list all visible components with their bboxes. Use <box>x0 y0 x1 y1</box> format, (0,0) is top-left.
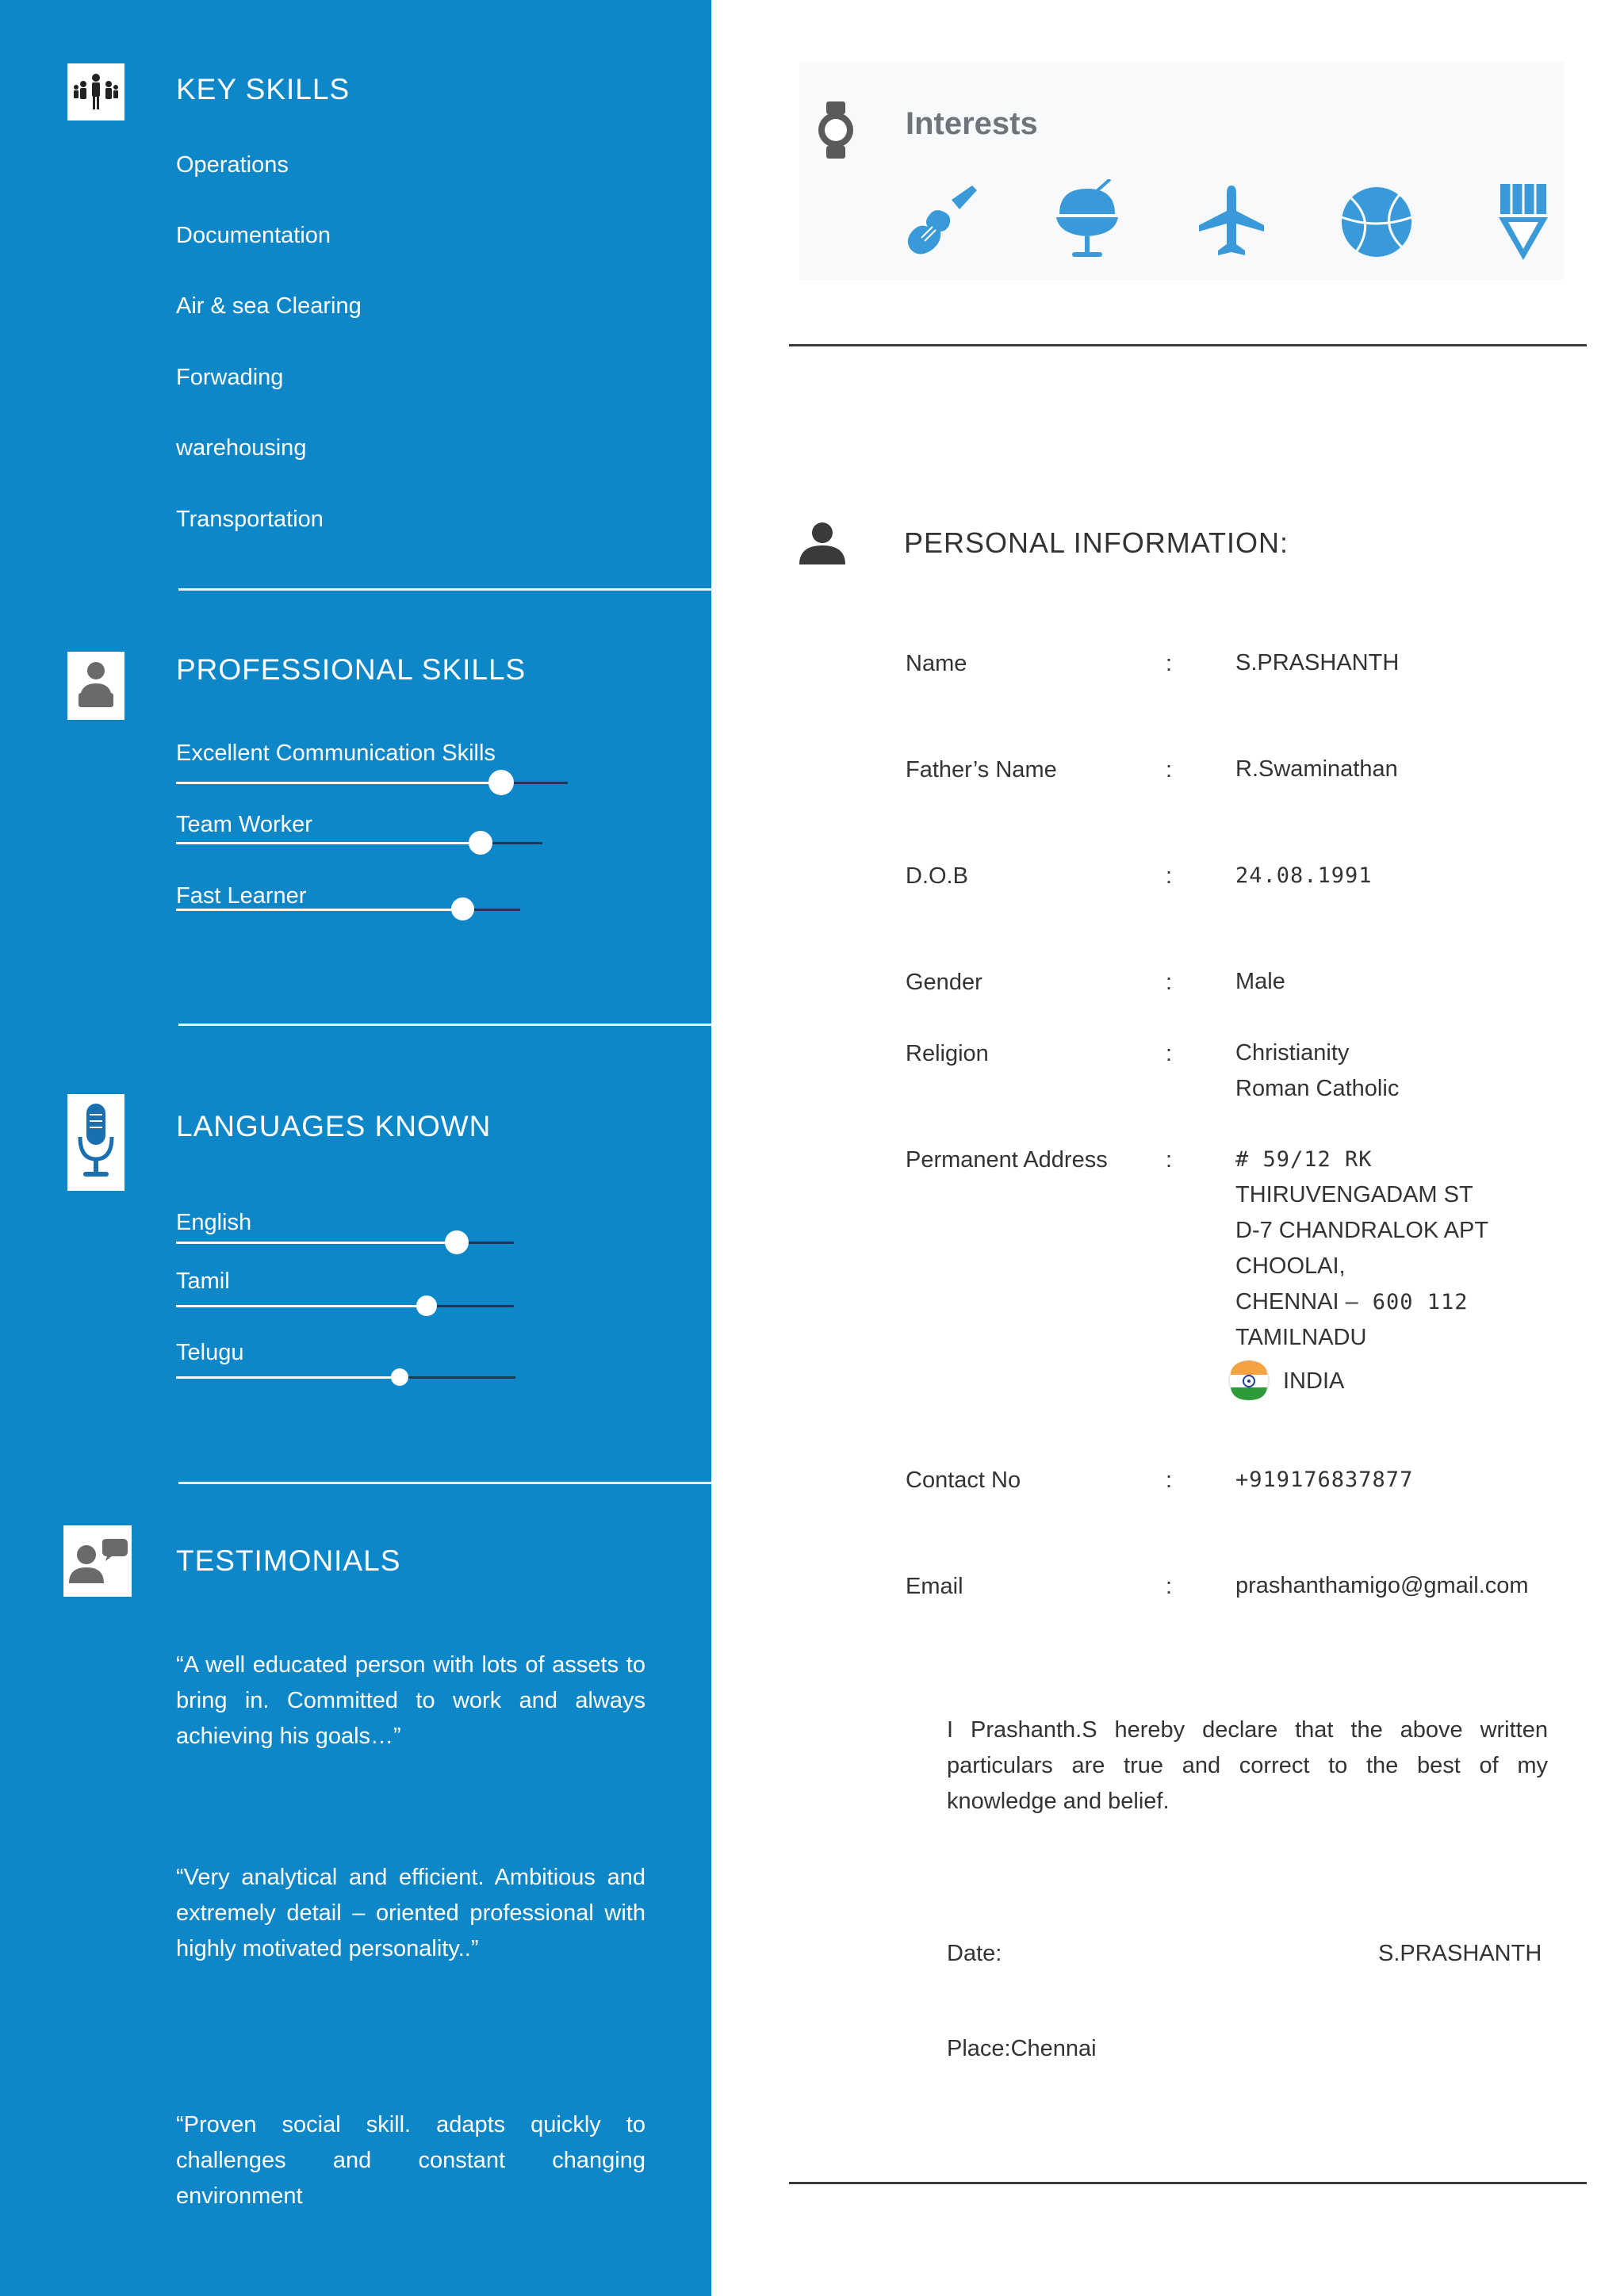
basketball-icon <box>1340 186 1413 262</box>
name-value: S.PRASHANTH <box>1235 650 1400 675</box>
gender-value: Male <box>1235 969 1285 994</box>
address-city: CHENNAI – <box>1235 1289 1358 1314</box>
skill-label: Team Worker <box>176 812 312 837</box>
testimonial-quote: “Proven social skill. adapts quickly to challenges and constant changing environment <box>176 2112 645 2209</box>
skill-slider-handle[interactable] <box>488 770 514 795</box>
section-divider <box>178 1482 711 1484</box>
testimonials-title: TESTIMONIALS <box>176 1544 401 1577</box>
declaration-text: I Prashanth.S hereby declare that the above written particulars are true and correct to the best of my knowledge and belief. <box>947 1717 1548 1814</box>
key-skill-item: Transportation <box>176 507 324 532</box>
skill-slider-handle[interactable] <box>451 897 474 920</box>
language-label: English <box>176 1210 252 1235</box>
skill-fill <box>176 782 501 784</box>
section-rule <box>789 344 1587 346</box>
guitar-icon <box>904 182 980 262</box>
person-laptop-icon <box>67 652 124 720</box>
airplane-icon <box>1197 184 1266 264</box>
address-label: Permanent Address <box>906 1147 1108 1173</box>
colon: : <box>1166 863 1173 889</box>
skill-fill <box>176 842 481 844</box>
name-label: Name <box>906 651 967 676</box>
pencil-icon <box>1496 182 1551 266</box>
address-line: CHOOLAI, <box>1235 1253 1346 1279</box>
skill-label: Fast Learner <box>176 883 307 909</box>
father-name-value: R.Swaminathan <box>1235 756 1398 782</box>
dob-value: 24.08.1991 <box>1235 863 1373 888</box>
speech-person-icon <box>63 1525 132 1597</box>
section-divider <box>178 1024 711 1026</box>
interests-title: Interests <box>906 106 1038 141</box>
section-rule <box>789 2182 1587 2184</box>
personal-info-title: PERSONAL INFORMATION: <box>904 526 1289 559</box>
place-label: Place:Chennai <box>947 2036 1097 2061</box>
address-line: TAMILNADU <box>1235 1325 1367 1350</box>
dob-label: D.O.B <box>906 863 968 889</box>
key-skill-item: warehousing <box>176 435 307 461</box>
key-skill-item: Documentation <box>176 223 331 248</box>
address-line: D-7 CHANDRALOK APT <box>1235 1218 1489 1243</box>
address-line: # 59/12 RK <box>1235 1147 1373 1172</box>
sidebar <box>0 0 711 2296</box>
testimonial-quote: “A well educated person with lots of assets to bring in. Committed to work and always achieving his goals…” <box>176 1652 645 1749</box>
skill-slider-handle[interactable] <box>469 831 492 855</box>
colon: : <box>1166 757 1173 783</box>
language-slider-handle[interactable] <box>391 1368 408 1386</box>
address-country: INDIA <box>1283 1368 1345 1394</box>
religion-value: Christianity <box>1235 1040 1350 1066</box>
language-label: Tamil <box>176 1269 230 1294</box>
signature-name: S.PRASHANTH <box>1378 1941 1542 1966</box>
date-label: Date: <box>947 1941 1002 1966</box>
colon: : <box>1166 1574 1173 1599</box>
address-pin: 600 112 <box>1372 1290 1469 1314</box>
testimonial-quote: “Very analytical and efficient. Ambitious and extremely detail – oriented professional with highly motivated personality..” <box>176 1865 645 1961</box>
ice-cream-icon <box>1051 179 1123 266</box>
language-slider-handle[interactable] <box>416 1295 437 1316</box>
email-value[interactable]: prashanthamigo@gmail.com <box>1235 1573 1529 1598</box>
key-skill-item: Forwading <box>176 365 284 390</box>
skill-fill <box>176 909 463 911</box>
colon: : <box>1166 1147 1173 1173</box>
person-icon <box>798 522 847 568</box>
colon: : <box>1166 1468 1173 1493</box>
father-name-label: Father’s Name <box>906 757 1057 783</box>
key-skills-title: KEY SKILLS <box>176 73 350 105</box>
colon: : <box>1166 970 1173 995</box>
key-skill-item: Air & sea Clearing <box>176 293 362 319</box>
address-line: THIRUVENGADAM ST <box>1235 1182 1473 1207</box>
language-fill <box>176 1242 456 1244</box>
watch-icon <box>817 101 855 163</box>
email-label: Email <box>906 1574 963 1599</box>
team-people-icon <box>67 63 124 121</box>
colon: : <box>1166 1041 1173 1066</box>
language-slider-handle[interactable] <box>445 1230 469 1254</box>
religion-label: Religion <box>906 1041 989 1066</box>
india-flag-icon <box>1228 1359 1270 1406</box>
colon: : <box>1166 651 1173 676</box>
microphone-icon <box>67 1094 124 1191</box>
contact-label: Contact No <box>906 1468 1021 1493</box>
section-divider <box>178 588 711 591</box>
religion-value: Roman Catholic <box>1235 1076 1400 1101</box>
address-line <box>1235 1284 1469 1320</box>
key-skill-item: Operations <box>176 152 289 178</box>
skill-label: Excellent Communication Skills <box>176 740 496 766</box>
professional-skills-title: PROFESSIONAL SKILLS <box>176 653 527 686</box>
language-fill <box>176 1376 400 1379</box>
language-fill <box>176 1305 426 1307</box>
gender-label: Gender <box>906 970 982 995</box>
contact-value[interactable]: +919176837877 <box>1235 1468 1414 1492</box>
language-label: Telugu <box>176 1340 244 1365</box>
languages-title: LANGUAGES KNOWN <box>176 1110 492 1142</box>
